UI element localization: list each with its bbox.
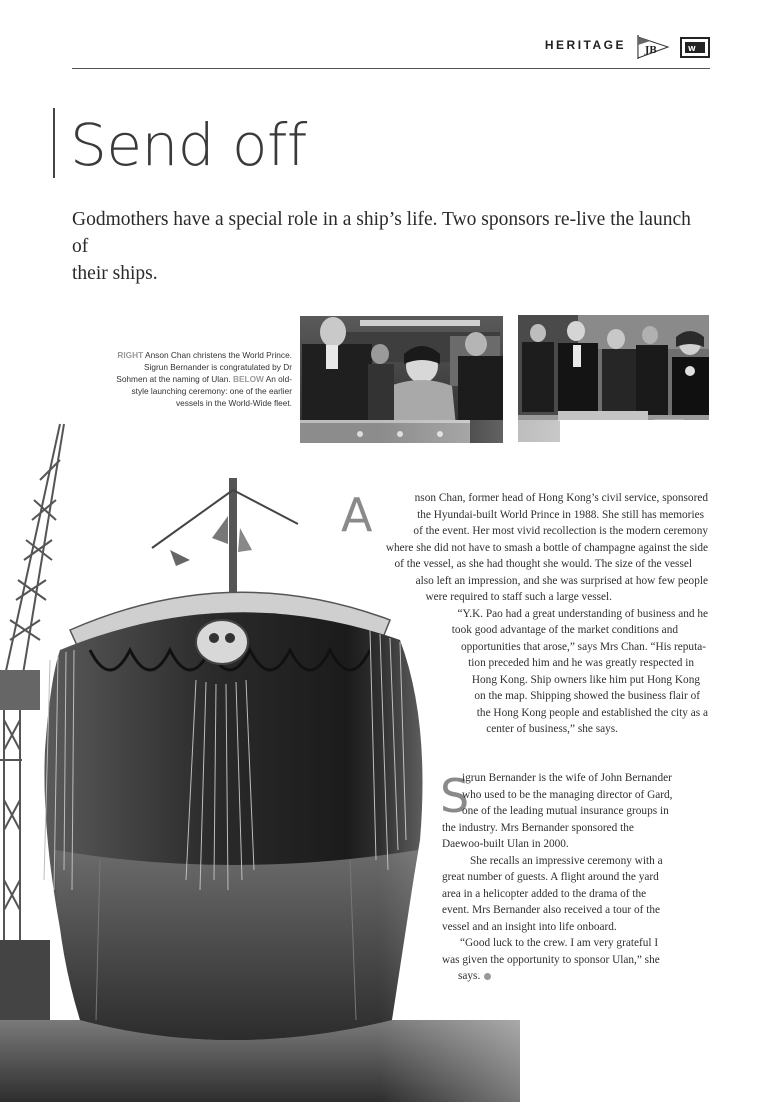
article-line: also left an impression, and she was surprised at how few people: [415, 574, 708, 587]
svg-text:JB: JB: [645, 46, 657, 56]
article-line: the Hong Kong people and established the city as a: [476, 706, 708, 719]
header-rule: [72, 68, 710, 69]
article-line: tion preceded him and he was greatly respected in: [468, 657, 694, 669]
article-line: says.: [458, 970, 481, 982]
article-line: were required to staff such a large vessel.: [425, 591, 612, 603]
article-sigrun-bernander: [440, 770, 712, 1000]
article-line: opportunities that arose,” says Mrs Chan. “His reputa-: [460, 640, 706, 653]
svg-text:W: W: [688, 45, 696, 53]
caption-text: style launching ceremony: one of the earlier: [131, 386, 292, 396]
article-line: on the map. Shipping showed the business flair of: [474, 690, 700, 702]
article-line: Daewoo-built Ulan in 2000.: [442, 838, 569, 850]
end-mark-icon: [484, 973, 491, 980]
article-line: Hong Kong. Ship owners like him put Hong Kong: [471, 673, 700, 686]
article-line: took good advantage of the market conditions and: [451, 624, 678, 636]
ww-logo: [680, 37, 710, 58]
caption-label-below: BELOW: [232, 374, 264, 384]
dropcap-s: S: [440, 769, 470, 823]
article-line: “Y.K. Pao had a great understanding of business and he: [457, 607, 708, 620]
article-line: of the vessel, as she had thought she would. The size of the vessel: [394, 558, 692, 570]
article-line: nson Chan, former head of Hong Kong’s civil service, sponsored: [414, 492, 708, 504]
page-title: Send off: [70, 111, 307, 179]
subtitle-line: their ships.: [72, 263, 158, 284]
article-line: “Good luck to the crew. I am very grateful I: [460, 937, 659, 949]
caption-text: Anson Chan christens the World Prince.: [143, 350, 292, 360]
article-line: of the event. Her most vivid recollection is the modern ceremony: [413, 525, 708, 537]
subtitle: [72, 206, 702, 287]
caption-text: An old-: [263, 374, 292, 384]
article-line: the industry. Mrs Bernander sponsored the: [442, 821, 634, 834]
article-line: the Hyundai-built World Prince in 1988. She still has memories: [417, 508, 704, 521]
section-label: HERITAGE: [544, 38, 626, 52]
dropcap-a: A: [341, 488, 373, 542]
article-line: where she did not have to smash a bottle of champagne against the side: [385, 541, 708, 554]
article-line: event. Mrs Bernander also received a tour of the: [442, 904, 661, 916]
article-line-end: [458, 968, 491, 985]
subtitle-line: Godmothers have a special role in a ship’s life. Two sponsors re-live the launch of: [72, 209, 691, 257]
article-line: who used to be the managing director of Gard,: [462, 788, 673, 801]
article-line: igrun Bernander is the wife of John Bernander: [462, 772, 672, 784]
article-line: vessel and an insight into life onboard.: [442, 920, 617, 933]
caption-label-right: RIGHT: [117, 350, 144, 360]
flag-logo: [636, 34, 670, 60]
caption-text: vessels in the World-Wide fleet.: [175, 398, 292, 408]
article-anson-chan: [330, 490, 708, 750]
title-accent-bar: [53, 108, 55, 178]
photo-caption: [88, 349, 292, 409]
article-line: great number of guests. A flight around the yard: [442, 871, 659, 883]
caption-text: Sohmen at the naming of Ulan.: [116, 374, 233, 384]
article-line: center of business,” she says.: [486, 723, 618, 735]
article-line: was given the opportunity to sponsor Ulan,” she: [442, 953, 660, 966]
article-line: She recalls an impressive ceremony with a: [470, 854, 663, 867]
article-line: area in a helicopter added to the drama of the: [442, 887, 647, 900]
article-line: one of the leading mutual insurance groups in: [462, 805, 669, 817]
caption-text: Sigrun Bernander is congratulated by Dr: [143, 362, 292, 372]
